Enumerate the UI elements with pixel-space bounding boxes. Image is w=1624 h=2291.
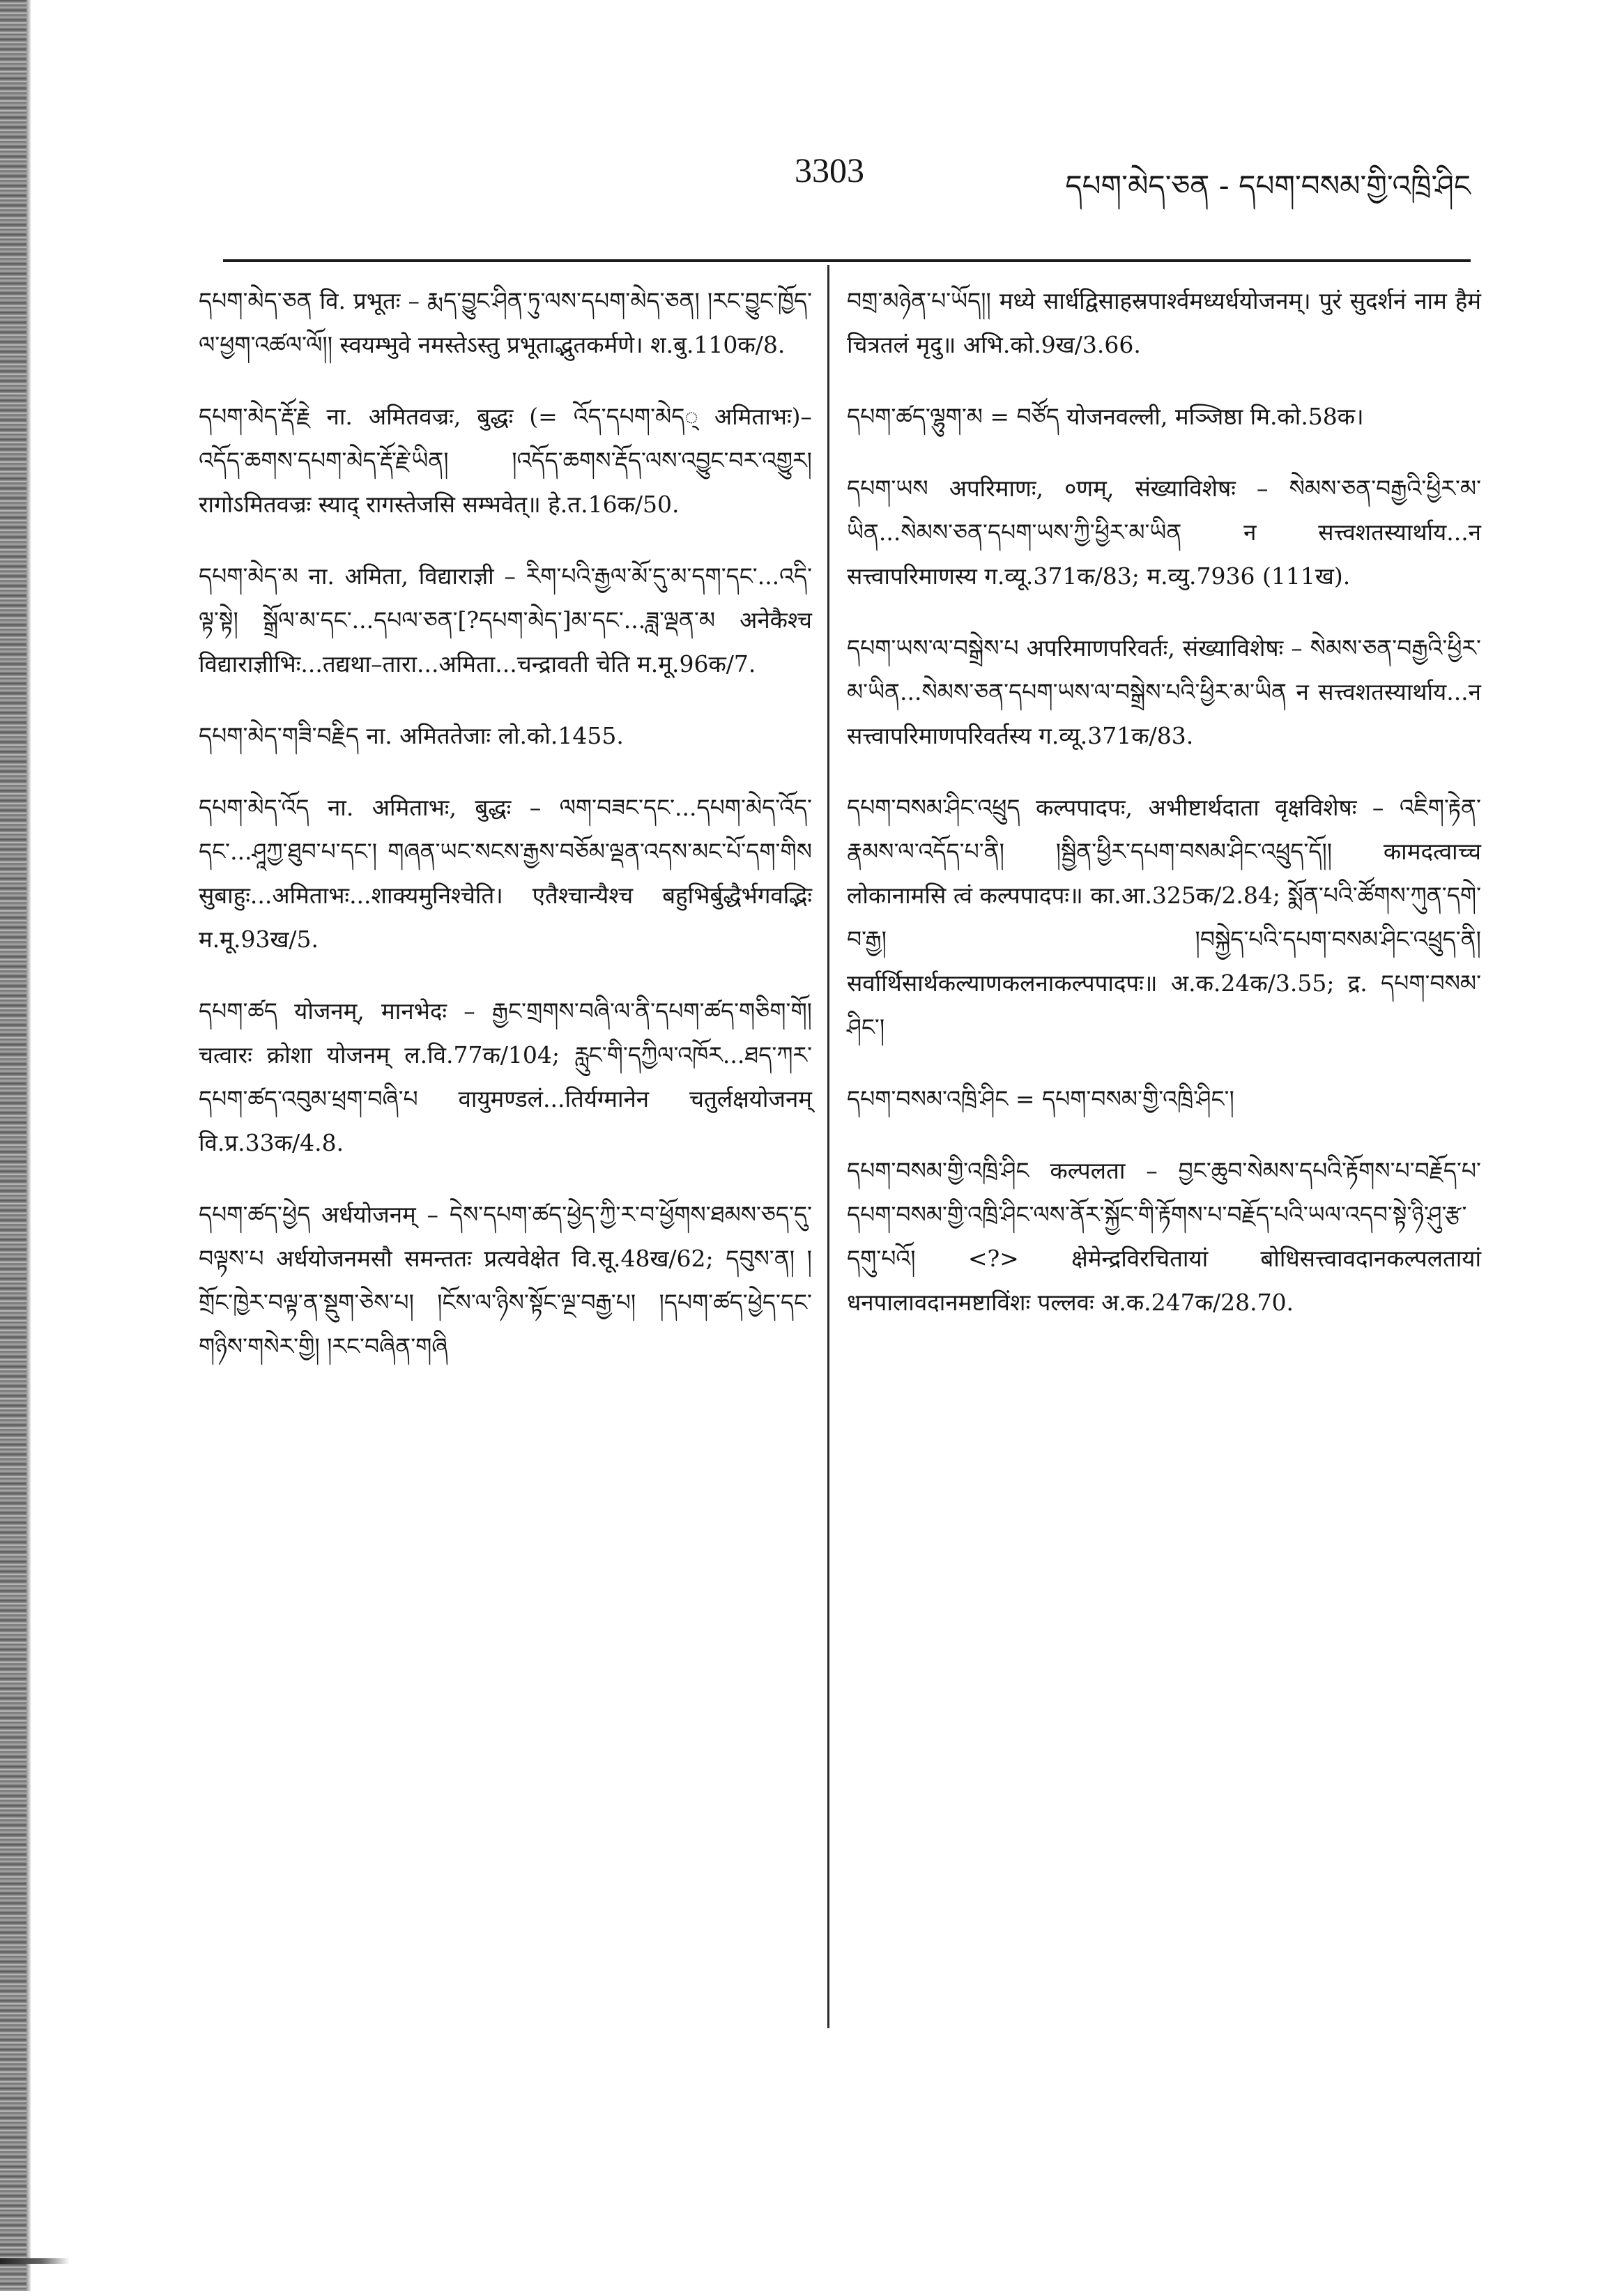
dictionary-entry: དཔག་ཡས अपरिमाणः, ०णम्, संख्याविशेषः – སེམས་ཅན་བརྒྱའི་ཕྱིར་མ་ཡིན...སེམས་ཅན་དཔག་ཡས་ཀྱི་ཕྱིར་མ་ཡིན न सत्त्वशतस्यार्थाय...न सत्त्वापरिमाणस्य ग.व्यू.371क/83; म.व्यु.7936 (111ख). bbox=[847, 475, 1481, 590]
dictionary-entry: དཔག་ཚད་ལྷུག་མ = བཙོད योजनवल्ली, मञ्जिष्ठा मि.को.58क। bbox=[847, 403, 1364, 430]
book-spine-shadow bbox=[0, 0, 26, 2291]
right-column bbox=[847, 279, 1481, 1352]
dictionary-entry: དཔག་ཚད་ཕྱེད अर्धयोजनम् – དེས་དཔག་ཚད་ཕྱེད་ཀྱི་ར་བ་ཕྱོགས་ཐམས་ཅད་དུ་བལྟས་པ अर्धयोजनमसौ समन्ततः प्रत्यवेक्षेत वि.सू.48ख/62; དབུས་ན། །གྲོང་ཁྱེར་བལྟ་ན་སྡུག་ཅེས་པ། །ངོས་ལ་ཉིས་སྟོང་ལྔ་བརྒྱ་པ། །དཔག་ཚད་ཕྱེད་དང་གཉིས་གསེར་གྱི། །རང་བཞིན་གཞི bbox=[199, 1201, 812, 1360]
page-number: 3303 bbox=[795, 151, 864, 190]
dictionary-entry: བགྲ་མཉེན་པ་ཡོད།། मध्ये सार्धद्विसाहस्रपार्श्वमध्यर्धयोजनम्। पुरं सुदर्शनं नाम हैमं चित्रतलं मृदु॥ अभि.को.9ख/3.66. bbox=[847, 287, 1481, 358]
running-head: དཔག་མེད་ཅན - དཔག་བསམ་གྱི་འཁྲི་ཤིང bbox=[1065, 169, 1471, 203]
dictionary-entry: དཔག་ཚད योजनम्, मानभेदः – རྒྱང་གྲགས་བཞི་ལ་ནི་དཔག་ཚད་གཅིག་གོ། चत्वारः क्रोशा योजनम् ल.वि.77क/104; རླུང་གི་དཀྱིལ་འཁོར...ཐད་ཀར་དཔག་ཚད་འབུམ་ཕྲག་བཞི་པ वायुमण्डलं...तिर्यग्मानेन चतुर्लक्षयोजनम् वि.प्र.33क/4.8. bbox=[199, 997, 812, 1156]
dictionary-entry: དཔག་མེད་མ ना. अमिता, विद्याराज्ञी – རིག་པའི་རྒྱལ་མོ་དུ་མ་དག་དང་...འདི་ལྟ་སྟེ། སྒྲོལ་མ་དང་...དཔལ་ཅན་[?དཔག་མེད་]མ་དང་...ཟླ་ལྡན་མ अनेकैश्च विद्याराज्ञीभिः...तद्यथा–तारा...अमिता...चन्द्रावती चेति म.मू.96क/7. bbox=[199, 562, 812, 677]
left-column bbox=[199, 279, 812, 1396]
dictionary-entry: དཔག་བསམ་གྱི་འཁྲི་ཤིང कल्पलता – བྱང་ཆུབ་སེམས་དཔའི་རྟོགས་པ་བརྗོད་པ་དཔག་བསམ་གྱི་འཁྲི་ཤིང་ལས་ནོར་སྐྱོང་གི་རྟོགས་པ་བརྗོད་པའི་ཡལ་འདབ་སྟེ་ཉི་ཤུ་རྩ་དགུ་པའོ། <?> क्षेमेन्द्रविरचितायां बोधिसत्त्वावदानकल्पलतायां धनपालावदानमष्टाविंशः पल्लवः अ.क.247क/28.70. bbox=[847, 1157, 1481, 1316]
dictionary-entry: དཔག་བསམ་འཁྲི་ཤིང = དཔག་བསམ་གྱི་འཁྲི་ཤིང་། bbox=[847, 1085, 1234, 1112]
page-gutter bbox=[26, 0, 31, 2291]
dictionary-entry: དཔག་མེད་གཟི་བརྗིད ना. अमिततेजाः लो.को.1455. bbox=[199, 722, 624, 749]
dictionary-entry: དཔག་མེད་ཅན वि. प्रभूतः – རྨད་བྱུང་ཤིན་ཏུ་ལས་དཔག་མེད་ཅན། །རང་བྱུང་ཁྱོད་ལ་ཕྱག་འཚལ་ལོ།། स्वयम्भुवे नमस्तेऽस्तु प्रभूताद्भुतकर्मणे। श.बु.110क/8. bbox=[199, 287, 812, 358]
header-rule bbox=[223, 259, 1471, 262]
dictionary-entry: དཔག་མེད་འོད ना. अमिताभः, बुद्धः – ལག་བཟང་དང་...དཔག་མེད་འོད་དང་...ཤཱཀྱ་ཐུབ་པ་དང་། གཞན་ཡང་སངས་རྒྱས་བཅོམ་ལྡན་འདས་མང་པོ་དག་གིས सुबाहुः...अमिताभः...शाक्यमुनिश्चेति। एतैश्चान्यैश्च बहुभिर्बुद्धैर्भगवद्भिः म.मू.93ख/5. bbox=[199, 794, 812, 953]
column-divider bbox=[827, 265, 829, 2028]
scan-edge-mark bbox=[0, 2258, 70, 2264]
dictionary-entry: དཔག་མེད་རྡོ་རྗེ ना. अमितवज्रः, बुद्धः (= འོད་དཔག་མེད् अमिताभः)– འདོད་ཆགས་དཔག་མེད་རྡོ་རྗེ་ཡིན། །འདོད་ཆགས་རྡོད་ལས་འབྱུང་བར་འགྱུར། रागोऽमितवज्रः स्याद् रागस्तेजसि सम्भवेत्॥ हे.त.16क/50. bbox=[199, 403, 812, 518]
dictionary-entry: དཔག་ཡས་ལ་བསྒྲེས་པ अपरिमाणपरिवर्तः, संख्याविशेषः – སེམས་ཅན་བརྒྱའི་ཕྱིར་མ་ཡིན...སེམས་ཅན་དཔག་ཡས་ལ་བསྒྲེས་པའི་ཕྱིར་མ་ཡིན न सत्त्वशतस्यार्थाय...न सत्त्वापरिमाणपरिवर्तस्य ग.व्यू.371क/83. bbox=[847, 634, 1481, 749]
dictionary-entry: དཔག་བསམ་ཤིང་འཕྲུད कल्पपादपः, अभीष्टार्थदाता वृक्षविशेषः – འཇིག་རྟེན་རྣམས་ལ་འདོད་པ་ནི། །སྦྱིན་ཕྱིར་དཔག་བསམ་ཤིང་འཕྲུད་དོ།། कामदत्वाच्च लोकानामसि त्वं कल्पपादपः॥ का.आ.325क/2.84; སྨོན་པའི་ཚོགས་ཀུན་དགེ་བ་རྒྱ། །བསྐྱེད་པའི་དཔག་བསམ་ཤིང་འཕྲུད་ནི། सर्वार्थिसार्थकल्याणकलनाकल्पपादपः॥ अ.क.24क/3.55; द्र. དཔག་བསམ་ཤིང་། bbox=[847, 794, 1481, 1041]
page-header bbox=[223, 150, 1471, 213]
